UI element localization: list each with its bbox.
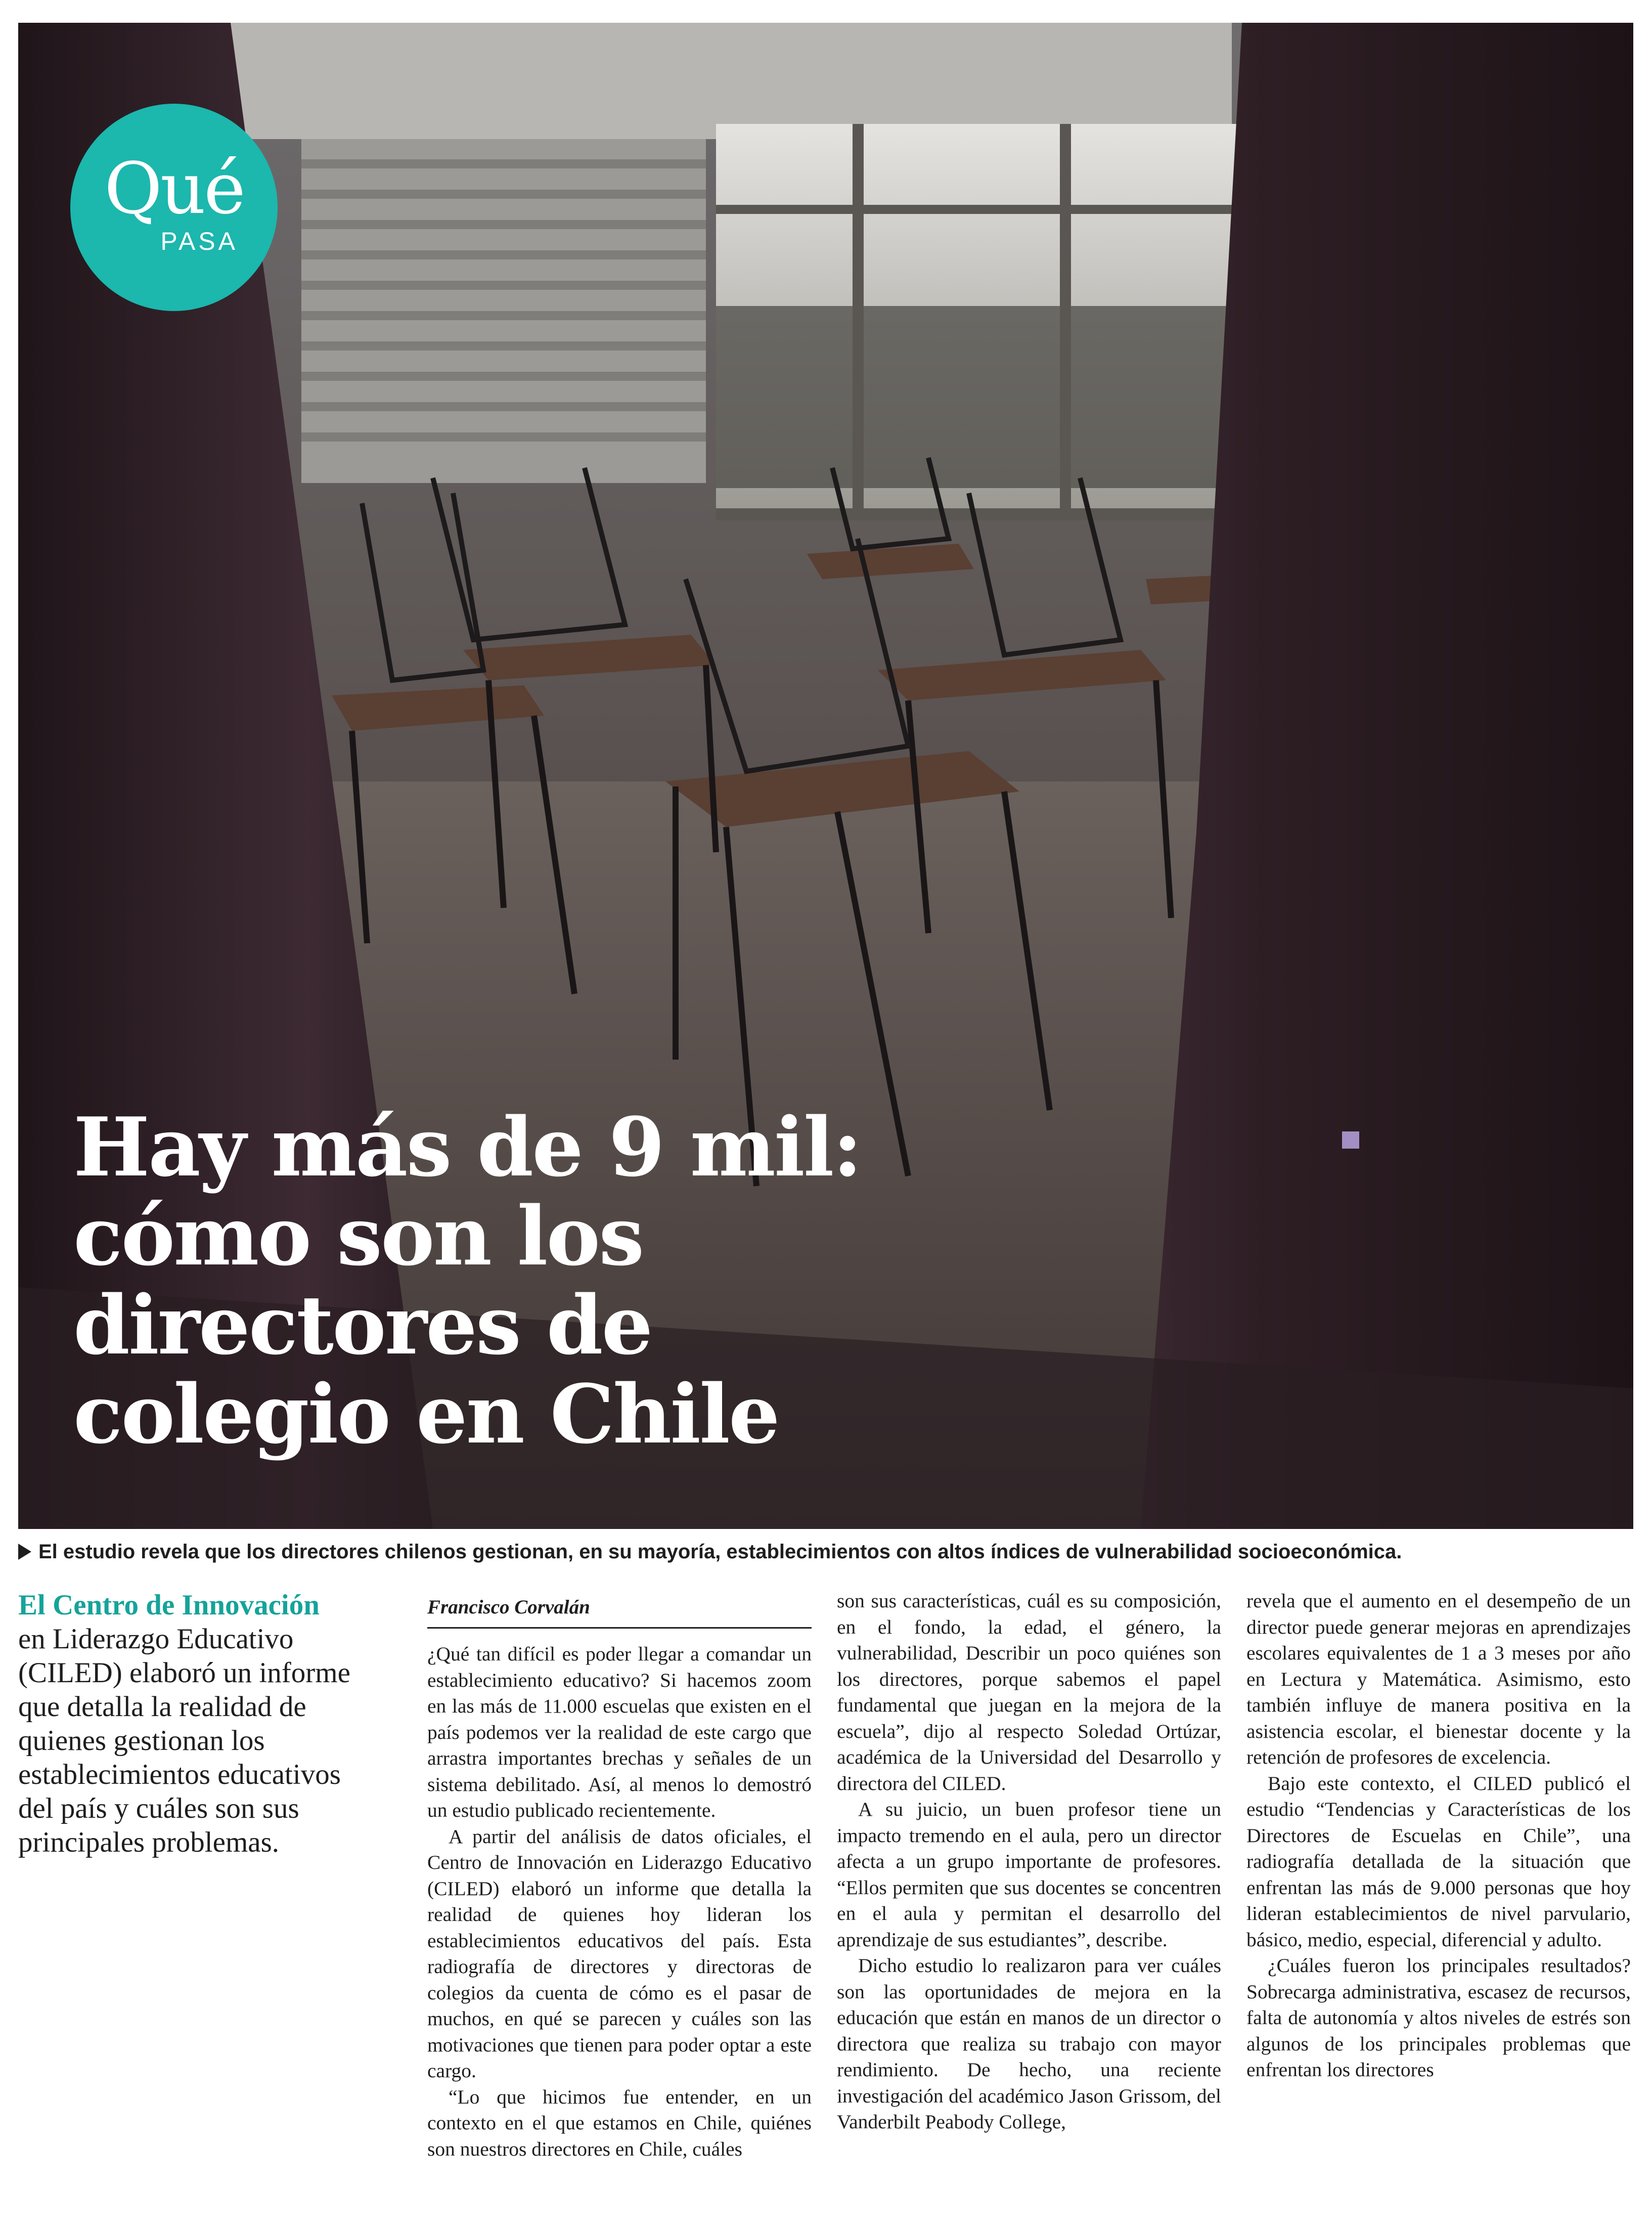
badge-subtitle: PASA: [160, 227, 238, 255]
article-column-3: [1246, 1588, 1631, 2083]
window-panes: [716, 124, 1272, 520]
badge-title: Qué: [104, 148, 244, 230]
paragraph: ¿Qué tan difícil es poder llegar a comandar un establecimiento educativo? Si hacemos zoom en las más de 11.000 escuelas que existen en el país podemos ver la realidad de este cargo que arrastra importantes brechas y señales de un sistema debilitado. Así, al menos lo demostró un estudio publicado recientemente.: [427, 1643, 812, 1821]
paragraph: A su juicio, un buen profesor tiene un impacto tremendo en el aula, pero un director afecta a un grupo importante de profesores. “Ellos permiten que sus docentes se concentren en el aula y permitan el desarrollo del aprendizaje de sus estudiantes”, describe.: [837, 1798, 1221, 1951]
image-marker: [1342, 1131, 1359, 1149]
caption-text: El estudio revela que los directores chilenos gestionan, en su mayoría, establecimientos con altos índices de vulnerabilidad socioeconómica.: [38, 1541, 1402, 1563]
paragraph: Dicho estudio lo realizaron para ver cuáles son las oportunidades de mejora en la educación que están en manos de un director o directora que realiza su trabajo con mayor rendimiento. De hecho, una reciente investigación del académico Jason Grissom, del Vanderbilt Peabody College,: [837, 1954, 1221, 2133]
lead-paragraph: [18, 1588, 382, 1859]
paragraph: son sus características, cuál es su composición, en el fondo, la edad, el género, la vulnerabilidad, Describir un poco quiénes son los directores, porque sabemos el papel fundamental que juegan en la mejora de la escuela”, dijo al respecto Soledad Ortúzar, académica de la Universidad del Desarrollo y directora del CILED.: [837, 1590, 1221, 1795]
article-column-2: [837, 1588, 1221, 2135]
paragraph: ¿Cuáles fueron los principales resultados? Sobrecarga administrativa, escasez de recursos, falta de autonomía y altos niveles de estrés son algunos de los principales problemas que enfrentan los directores: [1246, 1954, 1631, 2081]
headline: [73, 1100, 933, 1462]
triangle-right-icon: [18, 1544, 31, 1560]
headline-line: Hay más de 9 mil:: [73, 1100, 861, 1195]
author-byline: Francisco Corvalán: [427, 1595, 812, 1629]
que-pasa-badge: [70, 104, 278, 311]
article-column-1: [427, 1641, 812, 2162]
window-blinds: [301, 139, 706, 483]
lead-text: en Liderazgo Educativo (CILED) elaboró un informe que detalla la realidad de quienes gestionan los establecimientos educativos del país y cuáles son sus principales problemas.: [18, 1623, 350, 1858]
headline-line: directores de: [73, 1278, 652, 1373]
headline-line: cómo son los: [73, 1189, 643, 1284]
headline-line: colegio en Chile: [73, 1367, 779, 1462]
paragraph: “Lo que hicimos fue entender, en un contexto en el que estamos en Chile, quiénes son nuestros directores en Chile, cuáles: [427, 2085, 812, 2160]
paragraph: Bajo este contexto, el CILED publicó el estudio “Tendencias y Características de los Directores de Escuelas en Chile”, una radiografía detallada de la situación que enfrentan las más de 9.000 personas que hoy lideran establecimientos de nivel parvulario, básico, medio, especial, diferencial y adulto.: [1246, 1772, 1631, 1951]
photo-caption: [18, 1539, 1633, 1564]
paragraph: A partir del análisis de datos oficiales, el Centro de Innovación en Liderazgo Educativo (CILED) elaboró un informe que detalla la realidad de quienes hoy lideran los establecimientos educativos del país. Esta radiografía de directores y directoras de colegios da cuenta de cómo es el pasar de muchos, en qué se parecen y cuáles son las motivaciones que tienen para poder optar a este cargo.: [427, 1825, 812, 2082]
lead-highlight: El Centro de Innovación: [18, 1589, 320, 1621]
paragraph: revela que el aumento en el desempeño de un director puede generar mejoras en aprendizajes escolares equivalentes de 1 a 3 meses por año en Lectura y Matemática. Asimismo, esto también influye de manera positiva en la asistencia escolar, el bienestar docente y la retención de profesores de excelencia.: [1246, 1590, 1631, 1768]
